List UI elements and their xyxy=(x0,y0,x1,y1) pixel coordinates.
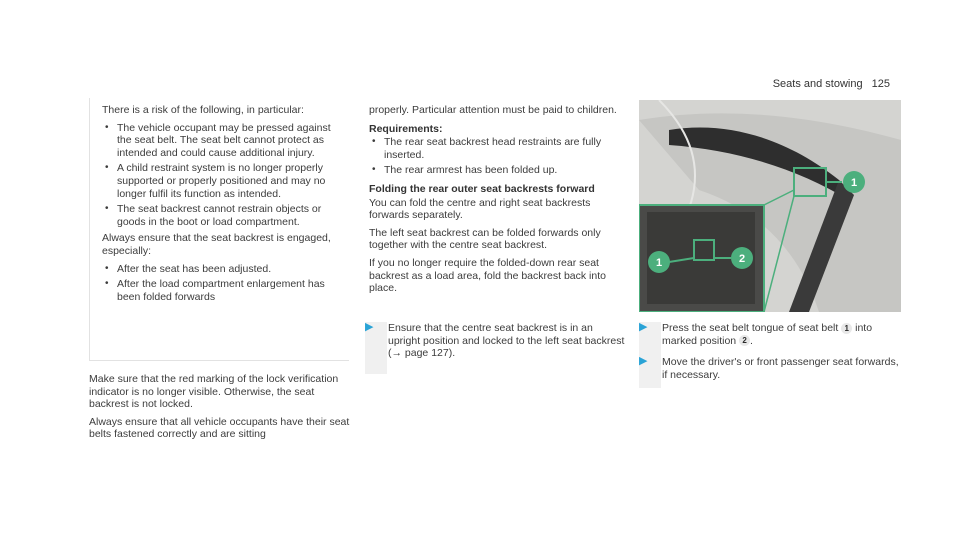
warning-intro: There is a risk of the following, in particular: xyxy=(102,104,304,116)
section-title: Seats and stowing xyxy=(772,78,863,90)
list-item: • The seat backrest cannot restrain objects or goods in the boot or load compartment. xyxy=(105,203,322,228)
step-block xyxy=(365,322,627,360)
instruction-step: ▶ Press the seat belt tongue of seat belt 1 into marked position 2 . xyxy=(639,321,873,347)
list-item: • The rear armrest has been folded up. xyxy=(372,164,558,177)
callout-number: 1 xyxy=(841,323,852,334)
page-header xyxy=(773,78,890,90)
list-item: • A child restraint system is no longer properly supported or properly positioned and may no longer fulfil its function as intended. xyxy=(105,162,326,200)
paragraph: If you no longer require the folded-down rear seat backrest as a load area, fold the backrest back into place. xyxy=(369,256,606,295)
list-item: • The vehicle occupant may be pressed against the seat belt. The seat belt cannot protect as intended and could cause additional injury. xyxy=(105,121,331,159)
paragraph: Make sure that the red marking of the lock verification indicator is no longer visible. Otherwise, the seat backrest is not locked. xyxy=(89,373,339,411)
list-item: • After the seat has been adjusted. xyxy=(105,262,272,275)
warning-text xyxy=(102,104,342,306)
paragraph: You can fold the centre and right seat backrests forwards separately. xyxy=(369,196,591,222)
instruction-step: ▶ Ensure that the centre seat backrest is in an upright position and locked to the left seat backrest (→ page 127). xyxy=(365,321,625,360)
seat-illustration xyxy=(639,100,901,312)
figure-callout: 1 xyxy=(655,257,663,269)
warning-always: Always ensure that the seat backrest is engaged, especially: xyxy=(102,232,331,257)
paragraph: Always ensure that all vehicle occupants have their seat belts fastened correctly and are sitting xyxy=(89,415,350,441)
seat-belt-figure xyxy=(639,100,901,312)
requirements-heading: Requirements: xyxy=(369,122,443,135)
instruction-step: ▶ Move the driver's or front passenger seat forwards, if necessary. xyxy=(639,355,899,381)
fold-heading: Folding the rear outer seat backrests forward xyxy=(369,182,595,195)
column-2 xyxy=(369,104,627,300)
play-arrow-icon: ▶ xyxy=(365,321,374,333)
figure-callout: 1 xyxy=(850,177,858,189)
play-arrow-icon: ▶ xyxy=(639,321,648,333)
paragraph: properly. Particular attention must be paid to children. xyxy=(369,104,617,116)
paragraph: The left seat backrest can be folded forwards only together with the centre seat backrest. xyxy=(369,226,601,252)
body-text-1 xyxy=(89,373,351,446)
list-item: • After the load compartment enlargement has been folded forwards xyxy=(105,278,325,303)
callout-number: 2 xyxy=(739,335,750,346)
column-3 xyxy=(639,322,901,381)
figure-callout: 2 xyxy=(738,253,746,265)
list-item: • The rear seat backrest head restraints are fully inserted. xyxy=(372,136,602,161)
play-arrow-icon: ▶ xyxy=(639,355,648,368)
page-number: 125 xyxy=(871,78,890,90)
